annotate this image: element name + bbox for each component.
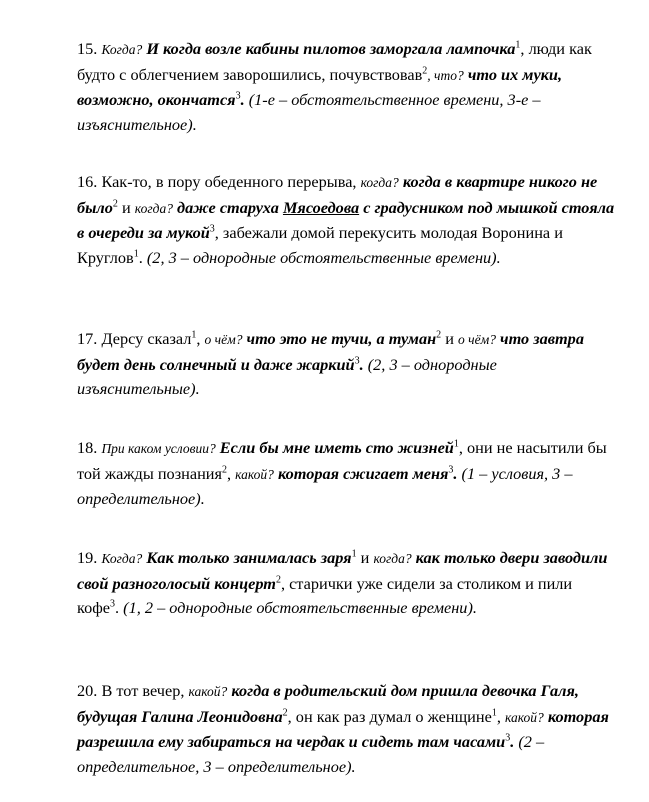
item-number: 20. [77,681,98,700]
plain-text: . [115,598,120,617]
clause-number: 3 [354,355,360,367]
clause-text: И когда возле кабины пилотов заморгала лампочка [146,39,516,58]
plain-text: . [138,247,143,267]
clause-text: когда в родительский дом пришла девочка Галя, будущая Галина Леонидовна [77,681,579,726]
item-number: 15. [77,39,98,58]
clause-text: даже старуха [177,197,279,217]
clause-number: 2 [422,65,428,77]
item-number: 16. [77,172,98,191]
analysis-note: (2 – определительное, 3 – определительное). [77,732,545,776]
clause-number: 2 [112,198,118,210]
plain-text: и [360,548,370,567]
plain-text: , забежали домой перекусить молодая Воронина и Круглов [77,223,563,267]
plain-text: и [445,329,454,348]
item-number: 18. [77,438,98,457]
analysis-note: (1-е – обстоятельственное времени, 3-е – изъяснительное). [77,90,541,134]
plain-text: Дерсу сказал [101,329,192,348]
clause-number: 1 [515,39,521,51]
clause-text: с градусником под мышкой стояла в очереди за мукой [77,197,615,242]
clause-number: 1 [491,707,497,719]
clause-text: что их муки, возможно, окончатся [77,64,563,109]
clause-text: которая разрешила ему забираться на чердак и сидеть там часами [77,706,609,751]
clause-text: . [510,732,515,751]
clause-text: . [453,463,458,483]
clause-text: Как только занималась заря [146,548,352,567]
analysis-note: (2, 3 – однородные обстоятельственные времени). [146,247,501,267]
plain-text: , [196,329,201,348]
clause-number: 3 [110,598,115,610]
question-label: Когда? [101,42,143,57]
clause-number: 3 [235,90,241,102]
paragraph-20 [77,679,617,779]
clause-number: 2 [282,707,288,719]
clause-number: 1 [133,248,139,260]
item-number: 17. [77,329,98,348]
underlined-word: Мясоедова [282,197,360,217]
question-label: какой? [504,709,544,725]
plain-text: , он как раз думал о женщине [287,706,492,726]
analysis-note: (1 – условия, 3 – определительное). [77,463,573,508]
analysis-note: (1, 2 – однородные обстоятельственные времени). [123,598,477,617]
paragraph-19 [77,546,617,621]
question-label: когда? [373,551,412,566]
item-number: 19. [77,548,98,567]
plain-text: , [496,706,501,726]
plain-text: , они не насытили бы той жажды познания [77,438,607,483]
paragraph-18 [77,436,617,512]
clause-number: 2 [221,464,227,476]
clause-text: которая сжигает меня [278,463,449,483]
clause-number: 2 [436,329,442,341]
plain-text: , старички уже сидели за столиком и пили кофе [77,573,573,617]
question-label: Когда? [101,551,143,566]
clause-number: 1 [351,548,357,560]
paragraph-16 [77,170,617,270]
paragraph-17 [77,327,617,402]
plain-text: , люди как будто с облегчением заворошились, почувствовав [77,39,592,84]
clause-number: 1 [453,438,459,450]
clause-text: когда в квартире никого не было [77,172,598,217]
plain-text: , [226,463,232,483]
clause-number: 3 [209,223,215,235]
question-label: При каком условии? [101,441,216,456]
question-label: когда? [134,200,173,216]
question-label: о чём? [204,332,243,347]
question-label: о чём? [458,332,496,347]
question-label: какой? [235,466,274,482]
paragraph-15 [77,37,617,137]
question-label: когда? [360,175,399,190]
plain-text: и [122,197,131,217]
question-label: какой? [188,684,228,699]
clause-text: что это не тучи, а туман [246,329,437,348]
question-label: , что? [427,67,464,83]
clause-number: 2 [275,574,281,586]
clause-text: . [359,354,364,374]
clause-text: что завтра будет день солнечный и даже жаркий [77,329,584,374]
plain-text: В тот вечер, [101,681,185,700]
clause-number: 3 [448,464,454,476]
clause-number: 1 [191,329,197,341]
clause-text: . [240,90,245,109]
clause-text: как только двери заводили свой разноголосый концерт [77,548,608,593]
analysis-note: (2, 3 – однородные изъяснительные). [77,354,497,398]
clause-number: 3 [505,732,511,744]
plain-text: Как-то, в пору обеденного перерыва, [101,172,357,191]
clause-text: Если бы мне иметь сто жизней [219,438,454,457]
